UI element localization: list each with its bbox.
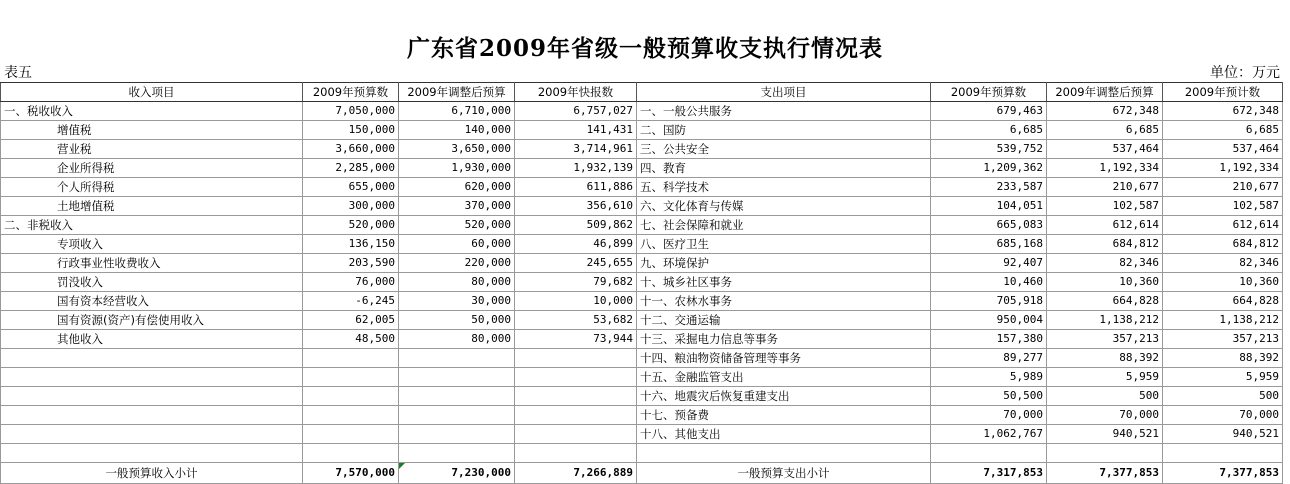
income-subtotal-adjusted[interactable]: 7,230,000 bbox=[399, 463, 515, 484]
expense-item[interactable]: 十二、交通运输 bbox=[637, 311, 931, 330]
expense-adjusted-budget[interactable]: 664,828 bbox=[1047, 292, 1163, 311]
income-adjusted-budget[interactable] bbox=[399, 368, 515, 387]
expense-estimate[interactable]: 664,828 bbox=[1163, 292, 1283, 311]
income-reported[interactable]: 509,862 bbox=[515, 216, 637, 235]
income-item[interactable]: 个人所得税 bbox=[1, 178, 303, 197]
expense-subtotal-adjusted[interactable]: 7,377,853 bbox=[1047, 463, 1163, 484]
table-row bbox=[1, 254, 1283, 273]
header-row bbox=[1, 83, 1283, 102]
expense-budget[interactable]: 233,587 bbox=[931, 178, 1047, 197]
table-row bbox=[1, 273, 1283, 292]
income-adjusted-budget[interactable]: 50,000 bbox=[399, 311, 515, 330]
income-budget[interactable]: 48,500 bbox=[303, 330, 399, 349]
table-title: 广东省2009年省级一般预算收支执行情况表 bbox=[406, 35, 883, 62]
expense-item[interactable]: 十六、地震灾后恢复重建支出 bbox=[637, 387, 931, 406]
header-cell[interactable]: 2009年预算数 bbox=[931, 83, 1047, 102]
income-subtotal-reported[interactable]: 7,266,889 bbox=[515, 463, 637, 484]
income-adjusted-budget[interactable]: 80,000 bbox=[399, 330, 515, 349]
expense-estimate[interactable]: 684,812 bbox=[1163, 235, 1283, 254]
expense-estimate[interactable]: 5,959 bbox=[1163, 368, 1283, 387]
expense-adjusted-budget[interactable]: 684,812 bbox=[1047, 235, 1163, 254]
income-reported[interactable]: 245,655 bbox=[515, 254, 637, 273]
income-item[interactable]: 营业税 bbox=[1, 140, 303, 159]
header-cell[interactable]: 2009年调整后预算 bbox=[399, 83, 515, 102]
expense-item[interactable]: 十四、粮油物资储备管理等事务 bbox=[637, 349, 931, 368]
table-row bbox=[1, 425, 1283, 444]
expense-item[interactable]: 一、一般公共服务 bbox=[637, 102, 931, 121]
expense-item[interactable]: 十五、金融监管支出 bbox=[637, 368, 931, 387]
income-budget[interactable] bbox=[303, 425, 399, 444]
expense-estimate[interactable]: 10,360 bbox=[1163, 273, 1283, 292]
income-subtotal-budget[interactable]: 7,570,000 bbox=[303, 463, 399, 484]
expense-budget[interactable]: 10,460 bbox=[931, 273, 1047, 292]
table-row bbox=[1, 159, 1283, 178]
income-item[interactable]: 增值税 bbox=[1, 121, 303, 140]
expense-estimate[interactable]: 612,614 bbox=[1163, 216, 1283, 235]
income-adjusted-budget[interactable] bbox=[399, 444, 515, 463]
income-adjusted-budget[interactable]: 140,000 bbox=[399, 121, 515, 140]
income-adjusted-budget[interactable] bbox=[399, 349, 515, 368]
table-row bbox=[1, 311, 1283, 330]
income-item[interactable] bbox=[1, 387, 303, 406]
expense-budget[interactable]: 92,407 bbox=[931, 254, 1047, 273]
totals-row bbox=[1, 463, 1283, 484]
unit-label: 单位：万元 bbox=[1210, 65, 1280, 81]
income-reported[interactable]: 53,682 bbox=[515, 311, 637, 330]
income-adjusted-budget[interactable]: 6,710,000 bbox=[399, 102, 515, 121]
income-budget[interactable]: 150,000 bbox=[303, 121, 399, 140]
expense-adjusted-budget[interactable]: 1,138,212 bbox=[1047, 311, 1163, 330]
table-row bbox=[1, 330, 1283, 349]
expense-item[interactable]: 十八、其他支出 bbox=[637, 425, 931, 444]
income-item[interactable]: 专项收入 bbox=[1, 235, 303, 254]
table-row bbox=[1, 387, 1283, 406]
expense-budget[interactable]: 950,004 bbox=[931, 311, 1047, 330]
table-row bbox=[1, 349, 1283, 368]
income-item[interactable] bbox=[1, 368, 303, 387]
expense-adjusted-budget[interactable]: 102,587 bbox=[1047, 197, 1163, 216]
table-row bbox=[1, 178, 1283, 197]
expense-item[interactable]: 五、科学技术 bbox=[637, 178, 931, 197]
expense-item[interactable]: 三、公共安全 bbox=[637, 140, 931, 159]
income-item[interactable] bbox=[1, 425, 303, 444]
income-adjusted-budget[interactable]: 60,000 bbox=[399, 235, 515, 254]
income-reported[interactable]: 1,932,139 bbox=[515, 159, 637, 178]
expense-budget[interactable]: 539,752 bbox=[931, 140, 1047, 159]
expense-estimate[interactable]: 1,138,212 bbox=[1163, 311, 1283, 330]
table-row bbox=[1, 406, 1283, 425]
income-reported[interactable] bbox=[515, 349, 637, 368]
income-adjusted-budget[interactable]: 620,000 bbox=[399, 178, 515, 197]
income-budget[interactable] bbox=[303, 406, 399, 425]
expense-budget[interactable] bbox=[931, 444, 1047, 463]
expense-estimate[interactable] bbox=[1163, 444, 1283, 463]
income-item[interactable] bbox=[1, 444, 303, 463]
expense-adjusted-budget[interactable]: 82,346 bbox=[1047, 254, 1163, 273]
income-budget[interactable]: 136,150 bbox=[303, 235, 399, 254]
income-adjusted-budget[interactable]: 220,000 bbox=[399, 254, 515, 273]
expense-budget[interactable]: 685,168 bbox=[931, 235, 1047, 254]
expense-item[interactable]: 四、教育 bbox=[637, 159, 931, 178]
income-budget[interactable]: 7,050,000 bbox=[303, 102, 399, 121]
income-reported[interactable] bbox=[515, 368, 637, 387]
header-cell[interactable]: 2009年预计数 bbox=[1163, 83, 1283, 102]
expense-adjusted-budget[interactable]: 10,360 bbox=[1047, 273, 1163, 292]
expense-estimate[interactable]: 1,192,334 bbox=[1163, 159, 1283, 178]
expense-estimate[interactable]: 537,464 bbox=[1163, 140, 1283, 159]
income-item[interactable] bbox=[1, 349, 303, 368]
income-subtotal-label[interactable]: 一般预算收入小计 bbox=[1, 463, 303, 484]
expense-subtotal-estimate[interactable]: 7,377,853 bbox=[1163, 463, 1283, 484]
income-reported[interactable] bbox=[515, 444, 637, 463]
income-adjusted-budget[interactable]: 370,000 bbox=[399, 197, 515, 216]
income-budget[interactable] bbox=[303, 349, 399, 368]
income-budget[interactable] bbox=[303, 387, 399, 406]
expense-adjusted-budget[interactable]: 612,614 bbox=[1047, 216, 1163, 235]
income-budget[interactable]: 3,660,000 bbox=[303, 140, 399, 159]
income-adjusted-budget[interactable] bbox=[399, 387, 515, 406]
income-item[interactable]: 二、非税收入 bbox=[1, 216, 303, 235]
income-reported[interactable]: 46,899 bbox=[515, 235, 637, 254]
income-reported[interactable]: 3,714,961 bbox=[515, 140, 637, 159]
expense-adjusted-budget[interactable]: 1,192,334 bbox=[1047, 159, 1163, 178]
table-row bbox=[1, 216, 1283, 235]
income-budget[interactable] bbox=[303, 444, 399, 463]
expense-subtotal-budget[interactable]: 7,317,853 bbox=[931, 463, 1047, 484]
expense-subtotal-label[interactable]: 一般预算支出小计 bbox=[637, 463, 931, 484]
expense-item[interactable] bbox=[637, 444, 931, 463]
income-item[interactable]: 国有资本经营收入 bbox=[1, 292, 303, 311]
income-budget[interactable]: 203,590 bbox=[303, 254, 399, 273]
table-row bbox=[1, 197, 1283, 216]
income-item[interactable]: 国有资源(资产)有偿使用收入 bbox=[1, 311, 303, 330]
expense-estimate[interactable]: 88,392 bbox=[1163, 349, 1283, 368]
income-adjusted-budget[interactable]: 1,930,000 bbox=[399, 159, 515, 178]
income-reported[interactable]: 73,944 bbox=[515, 330, 637, 349]
expense-budget[interactable]: 89,277 bbox=[931, 349, 1047, 368]
income-budget[interactable]: 62,005 bbox=[303, 311, 399, 330]
header-cell[interactable]: 2009年预算数 bbox=[303, 83, 399, 102]
expense-budget[interactable]: 70,000 bbox=[931, 406, 1047, 425]
header-cell[interactable]: 2009年快报数 bbox=[515, 83, 637, 102]
expense-adjusted-budget[interactable] bbox=[1047, 444, 1163, 463]
expense-estimate[interactable]: 82,346 bbox=[1163, 254, 1283, 273]
income-budget[interactable]: 300,000 bbox=[303, 197, 399, 216]
expense-adjusted-budget[interactable]: 357,213 bbox=[1047, 330, 1163, 349]
income-item[interactable]: 土地增值税 bbox=[1, 197, 303, 216]
expense-budget[interactable]: 104,051 bbox=[931, 197, 1047, 216]
expense-estimate[interactable]: 70,000 bbox=[1163, 406, 1283, 425]
expense-estimate[interactable]: 357,213 bbox=[1163, 330, 1283, 349]
income-item[interactable]: 行政事业性收费收入 bbox=[1, 254, 303, 273]
table-row bbox=[1, 121, 1283, 140]
expense-item[interactable]: 十、城乡社区事务 bbox=[637, 273, 931, 292]
expense-adjusted-budget[interactable]: 6,685 bbox=[1047, 121, 1163, 140]
income-reported[interactable] bbox=[515, 387, 637, 406]
expense-adjusted-budget[interactable]: 537,464 bbox=[1047, 140, 1163, 159]
income-item[interactable]: 罚没收入 bbox=[1, 273, 303, 292]
income-adjusted-budget[interactable]: 80,000 bbox=[399, 273, 515, 292]
expense-adjusted-budget[interactable]: 940,521 bbox=[1047, 425, 1163, 444]
income-budget[interactable]: 76,000 bbox=[303, 273, 399, 292]
income-reported[interactable]: 79,682 bbox=[515, 273, 637, 292]
expense-budget[interactable]: 705,918 bbox=[931, 292, 1047, 311]
expense-estimate[interactable]: 210,677 bbox=[1163, 178, 1283, 197]
income-reported[interactable] bbox=[515, 406, 637, 425]
income-item[interactable]: 企业所得税 bbox=[1, 159, 303, 178]
expense-estimate[interactable]: 672,348 bbox=[1163, 102, 1283, 121]
income-reported[interactable]: 10,000 bbox=[515, 292, 637, 311]
expense-estimate[interactable]: 500 bbox=[1163, 387, 1283, 406]
income-item[interactable]: 一、税收收入 bbox=[1, 102, 303, 121]
expense-adjusted-budget[interactable]: 88,392 bbox=[1047, 349, 1163, 368]
expense-budget[interactable]: 1,062,767 bbox=[931, 425, 1047, 444]
income-budget[interactable]: 2,285,000 bbox=[303, 159, 399, 178]
table-row bbox=[1, 292, 1283, 311]
table-row bbox=[1, 235, 1283, 254]
table-body bbox=[1, 102, 1283, 463]
expense-item[interactable]: 十三、采掘电力信息等事务 bbox=[637, 330, 931, 349]
expense-item[interactable]: 七、社会保障和就业 bbox=[637, 216, 931, 235]
table-number: 表五 bbox=[4, 65, 32, 81]
income-adjusted-budget[interactable] bbox=[399, 406, 515, 425]
income-adjusted-budget[interactable]: 30,000 bbox=[399, 292, 515, 311]
expense-estimate[interactable]: 6,685 bbox=[1163, 121, 1283, 140]
expense-estimate[interactable]: 940,521 bbox=[1163, 425, 1283, 444]
expense-adjusted-budget[interactable]: 210,677 bbox=[1047, 178, 1163, 197]
table-row bbox=[1, 140, 1283, 159]
header-cell[interactable]: 2009年调整后预算 bbox=[1047, 83, 1163, 102]
income-reported[interactable]: 141,431 bbox=[515, 121, 637, 140]
header-cell[interactable]: 收入项目 bbox=[1, 83, 303, 102]
income-reported[interactable]: 6,757,027 bbox=[515, 102, 637, 121]
income-item[interactable]: 其他收入 bbox=[1, 330, 303, 349]
expense-item[interactable]: 六、文化体育与传媒 bbox=[637, 197, 931, 216]
income-reported[interactable]: 611,886 bbox=[515, 178, 637, 197]
expense-budget[interactable]: 1,209,362 bbox=[931, 159, 1047, 178]
expense-adjusted-budget[interactable]: 70,000 bbox=[1047, 406, 1163, 425]
budget-table bbox=[0, 82, 1283, 484]
expense-budget[interactable]: 679,463 bbox=[931, 102, 1047, 121]
expense-adjusted-budget[interactable]: 500 bbox=[1047, 387, 1163, 406]
income-adjusted-budget[interactable] bbox=[399, 425, 515, 444]
expense-adjusted-budget[interactable]: 5,959 bbox=[1047, 368, 1163, 387]
income-budget[interactable] bbox=[303, 368, 399, 387]
income-reported[interactable] bbox=[515, 425, 637, 444]
income-adjusted-budget[interactable]: 3,650,000 bbox=[399, 140, 515, 159]
income-budget[interactable]: 520,000 bbox=[303, 216, 399, 235]
expense-item[interactable]: 二、国防 bbox=[637, 121, 931, 140]
income-item[interactable] bbox=[1, 406, 303, 425]
expense-item[interactable]: 十七、预备费 bbox=[637, 406, 931, 425]
expense-adjusted-budget[interactable]: 672,348 bbox=[1047, 102, 1163, 121]
income-budget[interactable]: -6,245 bbox=[303, 292, 399, 311]
expense-item[interactable]: 八、医疗卫生 bbox=[637, 235, 931, 254]
expense-budget[interactable]: 157,380 bbox=[931, 330, 1047, 349]
expense-estimate[interactable]: 102,587 bbox=[1163, 197, 1283, 216]
expense-budget[interactable]: 50,500 bbox=[931, 387, 1047, 406]
expense-item[interactable]: 九、环境保护 bbox=[637, 254, 931, 273]
expense-item[interactable]: 十一、农林水事务 bbox=[637, 292, 931, 311]
expense-budget[interactable]: 665,083 bbox=[931, 216, 1047, 235]
header-cell[interactable]: 支出项目 bbox=[637, 83, 931, 102]
table-row bbox=[1, 368, 1283, 387]
table-row bbox=[1, 444, 1283, 463]
income-budget[interactable]: 655,000 bbox=[303, 178, 399, 197]
table-row bbox=[1, 102, 1283, 121]
expense-budget[interactable]: 6,685 bbox=[931, 121, 1047, 140]
expense-budget[interactable]: 5,989 bbox=[931, 368, 1047, 387]
income-reported[interactable]: 356,610 bbox=[515, 197, 637, 216]
income-adjusted-budget[interactable]: 520,000 bbox=[399, 216, 515, 235]
